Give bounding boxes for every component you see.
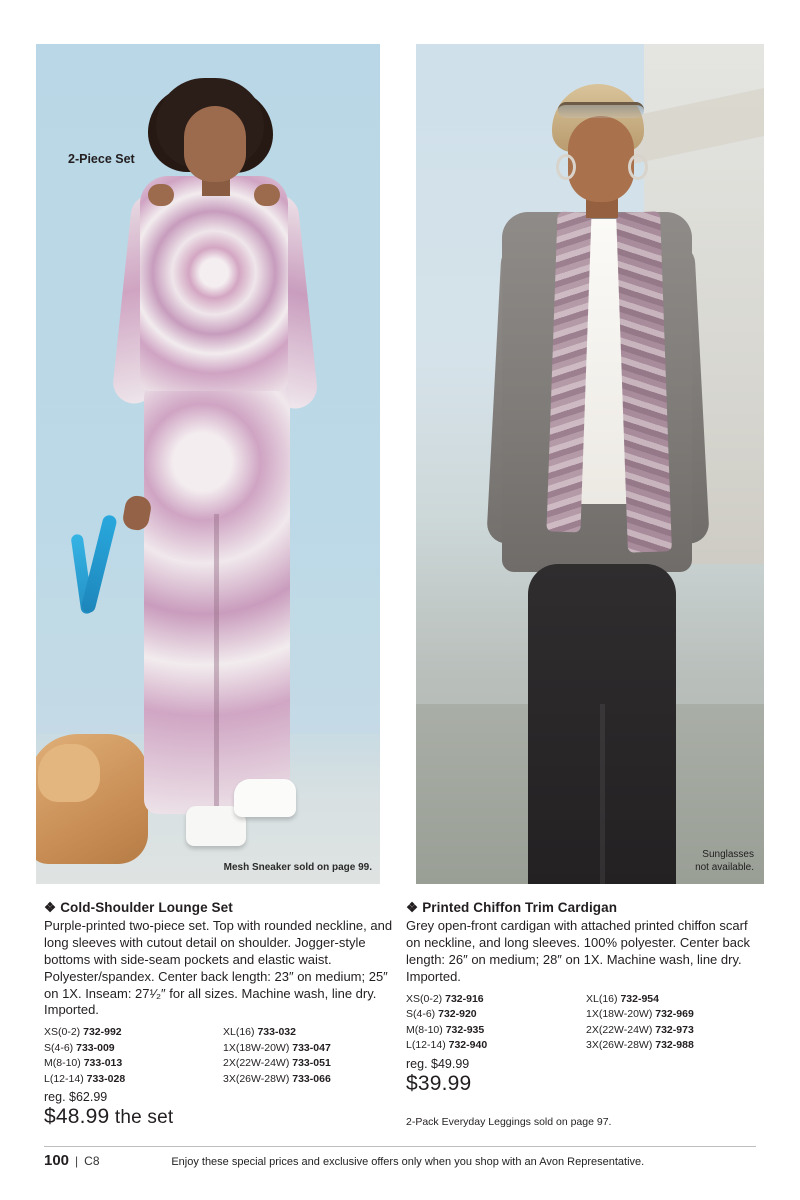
size-label: 3X(26W-28W)	[223, 1072, 290, 1085]
product-title-text: Printed Chiffon Trim Cardigan	[422, 900, 618, 915]
sale-price-value: $48.99	[44, 1105, 110, 1129]
product-description-lounge-set: Purple-printed two-piece set. Top with rounded neckline, and long sleeves with cutout detail on shoulder. Jogger-style bottoms with side-seam pockets and elastic waist. Polyester/spandex. Center back length: 23″ on medium; 25″ on 1X. Inseam: 27¹⁄₂″ for all sizes. Machine wash, line dry. Imported.	[44, 918, 393, 1018]
size-label: S(4-6)	[406, 1008, 436, 1021]
size-code: 733-051	[292, 1057, 331, 1070]
footer-divider	[44, 1146, 756, 1147]
sunglasses-icon	[558, 102, 644, 118]
sale-price-lounge-set	[44, 1105, 394, 1129]
size-code: 732-969	[655, 1008, 694, 1021]
page-footer	[44, 1152, 756, 1169]
product-title-cardigan	[406, 900, 758, 916]
size-code: 733-013	[83, 1057, 123, 1070]
product-photos	[36, 44, 764, 884]
photo-caption-right-line2: not available.	[695, 862, 754, 873]
size-label: S(4-6)	[44, 1041, 74, 1054]
floret-icon: ❖	[44, 900, 57, 915]
product-copy	[44, 900, 758, 1140]
photo-caption-right-line1: Sunglasses	[702, 849, 754, 860]
leggings-seam	[600, 704, 605, 884]
size-label: XS(0-2)	[44, 1026, 81, 1039]
product-title-text: Cold-Shoulder Lounge Set	[60, 900, 233, 915]
size-code: 732-940	[448, 1039, 488, 1052]
regular-price-cardigan: reg. $49.99	[406, 1056, 470, 1071]
size-row	[44, 1025, 215, 1041]
size-label: L(12-14)	[44, 1072, 84, 1085]
hoop-earring-right	[628, 154, 648, 180]
size-row	[406, 1023, 578, 1039]
size-code: 733-047	[292, 1041, 331, 1054]
size-row	[406, 992, 578, 1008]
size-row	[586, 1023, 758, 1039]
photo-caption-right	[695, 848, 754, 874]
size-label: 1X(18W-20W)	[223, 1041, 290, 1054]
product-block-cardigan	[406, 900, 758, 1140]
photo-caption-left: Mesh Sneaker sold on page 99.	[223, 861, 372, 873]
size-label: 2X(22W-24W)	[586, 1023, 653, 1036]
size-label: 1X(18W-20W)	[586, 1008, 653, 1021]
two-piece-set-badge: 2-Piece Set	[68, 152, 135, 166]
size-label: XS(0-2)	[406, 992, 443, 1005]
model2-face	[568, 116, 634, 202]
size-row	[586, 1038, 758, 1054]
product-title-lounge-set	[44, 900, 394, 916]
size-code-list-cardigan	[406, 992, 758, 1054]
page-code: C8	[84, 1154, 100, 1168]
jogger-seam	[214, 514, 219, 814]
cold-shoulder-top	[140, 176, 288, 391]
dog-head	[38, 744, 100, 802]
size-label: L(12-14)	[406, 1039, 446, 1052]
size-code: 732-920	[438, 1008, 477, 1021]
sale-price-suffix: the set	[109, 1107, 174, 1129]
size-code: 732-992	[83, 1026, 122, 1039]
cross-sell-note-cardigan: 2-Pack Everyday Leggings sold on page 97.	[406, 1115, 612, 1128]
floret-icon: ❖	[406, 900, 419, 915]
size-row	[406, 1007, 578, 1023]
size-row	[406, 1038, 578, 1054]
size-code: 732-988	[655, 1039, 694, 1052]
size-code: 732-935	[445, 1023, 485, 1036]
page-number: 100	[44, 1152, 70, 1169]
product-photo-cardigan	[416, 44, 764, 884]
size-code: 733-028	[86, 1072, 126, 1085]
footer-separator: |	[75, 1154, 79, 1168]
size-row	[44, 1072, 215, 1088]
product-block-lounge-set	[44, 900, 394, 1140]
sale-price-cardigan: $39.99	[406, 1071, 472, 1095]
size-label: 3X(26W-28W)	[586, 1039, 653, 1052]
size-label: M(8-10)	[406, 1023, 443, 1036]
size-code: 733-066	[292, 1072, 331, 1085]
size-code: 732-973	[655, 1023, 694, 1036]
size-label: XL(16)	[586, 992, 618, 1005]
product-description-cardigan: Grey open-front cardigan with attached printed chiffon scarf on neckline, and long sleeves. 100% polyester. Center back length: 26″ on medium; 28″ on 1X. Machine wash, line dry. Imported.	[406, 918, 750, 984]
regular-price-lounge-set: reg. $62.99	[44, 1090, 108, 1105]
size-row	[223, 1056, 394, 1072]
size-row	[586, 1007, 758, 1023]
size-row	[44, 1041, 215, 1057]
size-row	[223, 1072, 394, 1088]
model-face	[184, 106, 246, 182]
size-code-list-lounge-set	[44, 1025, 394, 1087]
size-code: 733-032	[257, 1026, 296, 1039]
product-photo-lounge-set	[36, 44, 380, 884]
mesh-sneaker-right	[234, 779, 296, 817]
shoulder-cutout-left	[148, 184, 174, 206]
size-label: 2X(22W-24W)	[223, 1057, 290, 1070]
size-row	[586, 992, 758, 1008]
footer-note: Enjoy these special prices and exclusive offers only when you shop with an Avon Representative.	[171, 1156, 645, 1168]
size-code: 732-916	[445, 992, 484, 1005]
shoulder-cutout-right	[254, 184, 280, 206]
size-code: 733-009	[76, 1041, 115, 1054]
size-row	[44, 1056, 215, 1072]
size-label: M(8-10)	[44, 1057, 81, 1070]
hoop-earring-left	[556, 154, 576, 180]
size-row	[223, 1025, 394, 1041]
size-row	[223, 1041, 394, 1057]
size-label: XL(16)	[223, 1026, 255, 1039]
size-code: 732-954	[620, 992, 659, 1005]
